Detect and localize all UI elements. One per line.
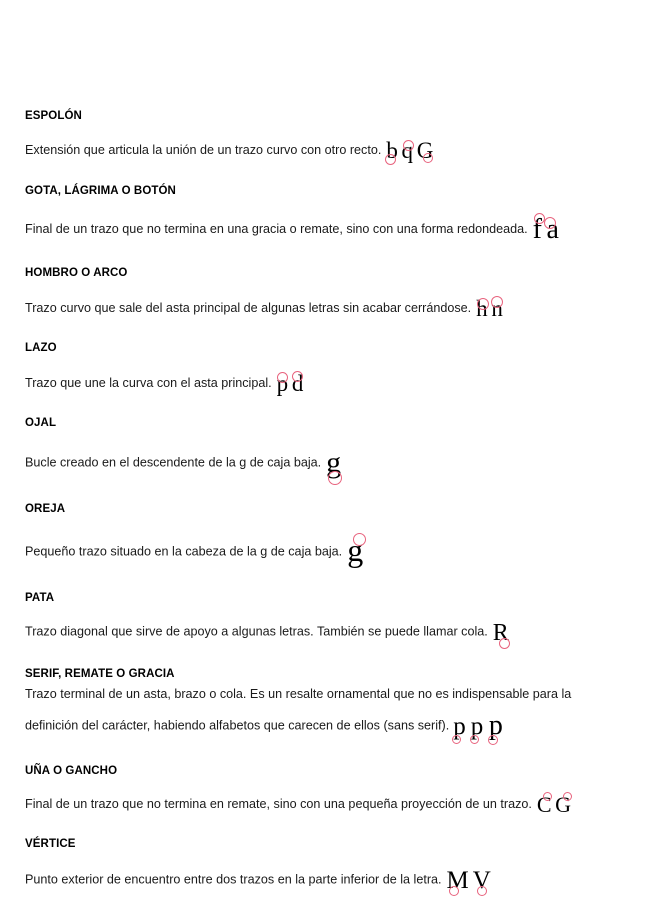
specimen-glyph-p: p [489, 712, 503, 740]
specimen-glyph-g: g [326, 448, 341, 478]
annotation-ring-loop-p [277, 372, 288, 383]
annotation-ring-serif-p-1 [452, 735, 461, 744]
specimen-glyph-n: n [491, 295, 503, 321]
annotation-ring-hook-g [563, 792, 572, 801]
entry-definition [25, 788, 625, 822]
definition-text: Trazo terminal de un asta, brazo o cola. Es un resalte ornamental que no es indispensable para la definición del carácter, habiendo alfabetos que carecen de ellos (sans serif). [25, 687, 572, 733]
definition-text: Punto exterior de encuentro entre dos trazos en la parte inferior de la letra. [25, 872, 442, 887]
specimen-glyph-M: M [446, 866, 469, 894]
definition-text: Trazo que une la curva con el asta principal. [25, 375, 272, 390]
annotation-ring-teardrop-f [534, 213, 545, 224]
annotation-ring-ear-g [353, 533, 366, 546]
specimen-glyph-G: G [416, 138, 434, 164]
letter-specimen-ojal [326, 440, 341, 487]
annotation-ring-spur-g [423, 153, 433, 163]
annotation-ring-hook-c [543, 792, 552, 801]
entry-term: OJAL [25, 417, 57, 430]
specimen-glyph-g: g [347, 534, 363, 566]
specimen-glyph-f: f [533, 216, 542, 244]
glossary-list [25, 110, 625, 916]
glossary-entry-espolon [25, 110, 625, 169]
letter-specimen-una [537, 788, 571, 822]
specimen-glyph-p: p [276, 370, 289, 396]
glossary-entry-una [25, 765, 625, 822]
specimen-glyph-h: h [476, 295, 488, 321]
entry-definition [25, 291, 625, 327]
entry-term: ESPOLÓN [25, 110, 82, 122]
glossary-entry-lazo [25, 342, 625, 401]
entry-definition [25, 440, 625, 487]
entry-definition [25, 133, 625, 169]
annotation-ring-vertex-v [477, 886, 487, 896]
entry-definition [25, 526, 625, 576]
letter-specimen-serif [453, 705, 503, 749]
specimen-glyph-p: p [471, 714, 484, 739]
entry-term: PATA [25, 591, 55, 604]
specimen-glyph-R: R [493, 621, 509, 645]
specimen-glyph-C: C [536, 792, 552, 818]
annotation-ring-teardrop-a [544, 217, 556, 229]
annotation-ring-spur-b [385, 154, 396, 165]
definition-text: Bucle creado en el descendente de la g de caja baja. [25, 456, 322, 471]
annotation-ring-spur-q [403, 140, 414, 151]
entry-term: GOTA, LÁGRIMA O BOTÓN [25, 184, 176, 197]
annotation-ring-serif-p-3 [488, 735, 498, 745]
entry-definition [25, 862, 625, 901]
letter-specimen-hombro [476, 291, 503, 327]
entry-term: VÉRTICE [25, 838, 76, 851]
letter-specimen-pata [493, 615, 509, 652]
specimen-glyph-p: p [453, 714, 466, 739]
glossary-entry-oreja [25, 503, 625, 576]
annotation-ring-shoulder-h [477, 298, 489, 310]
glossary-entry-vertice [25, 838, 625, 900]
entry-definition [25, 615, 625, 652]
entry-term: HOMBRO O ARCO [25, 267, 128, 280]
specimen-glyph-d: d [291, 370, 304, 396]
glossary-entry-gota [25, 185, 625, 252]
annotation-ring-serif-p-2 [470, 735, 479, 744]
definition-text: Extensión que articula la unión de un trazo curvo con otro recto. [25, 143, 382, 158]
entry-definition [25, 208, 625, 251]
entry-term: OREJA [25, 502, 66, 515]
annotation-ring-descender-loop-g [328, 471, 342, 485]
entry-definition [25, 683, 625, 749]
specimen-glyph-a: a [546, 214, 559, 246]
letter-specimen-espolon [386, 133, 433, 169]
letter-specimen-oreja [347, 526, 363, 576]
annotation-ring-vertex-m [449, 886, 459, 896]
definition-text: Trazo diagonal que sirve de apoyo a algunas letras. También se puede llamar cola. [25, 624, 488, 639]
definition-text: Pequeño trazo situado en la cabeza de la g de caja baja. [25, 544, 343, 559]
entry-term: LAZO [25, 342, 57, 355]
definition-text: Final de un trazo que no termina en una gracia o remate, sino con una forma redondeada. [25, 222, 528, 237]
glossary-entry-serif [25, 668, 625, 749]
definition-text: Final de un trazo que no termina en remate, sino con una pequeña proyección de un trazo. [25, 797, 532, 812]
glossary-entry-pata [25, 592, 625, 652]
entry-term: SERIF, REMATE O GRACIA [25, 668, 175, 681]
specimen-glyph-V: V [472, 866, 491, 894]
letter-specimen-lazo [277, 366, 304, 402]
specimen-glyph-b: b [386, 138, 398, 164]
annotation-ring-loop-d [292, 371, 303, 382]
letter-specimen-vertice [447, 862, 491, 901]
entry-definition [25, 366, 625, 402]
specimen-glyph-G: G [555, 792, 571, 818]
annotation-ring-shoulder-n [491, 296, 503, 308]
glossary-entry-ojal [25, 417, 625, 487]
glossary-entry-hombro [25, 267, 625, 326]
letter-specimen-gota [533, 208, 559, 251]
annotation-ring-leg-r [499, 638, 510, 649]
definition-text: Trazo curvo que sale del asta principal de algunas letras sin acabar cerrándose. [25, 300, 472, 315]
entry-term: UÑA O GANCHO [25, 765, 118, 778]
specimen-glyph-q: q [401, 138, 414, 164]
